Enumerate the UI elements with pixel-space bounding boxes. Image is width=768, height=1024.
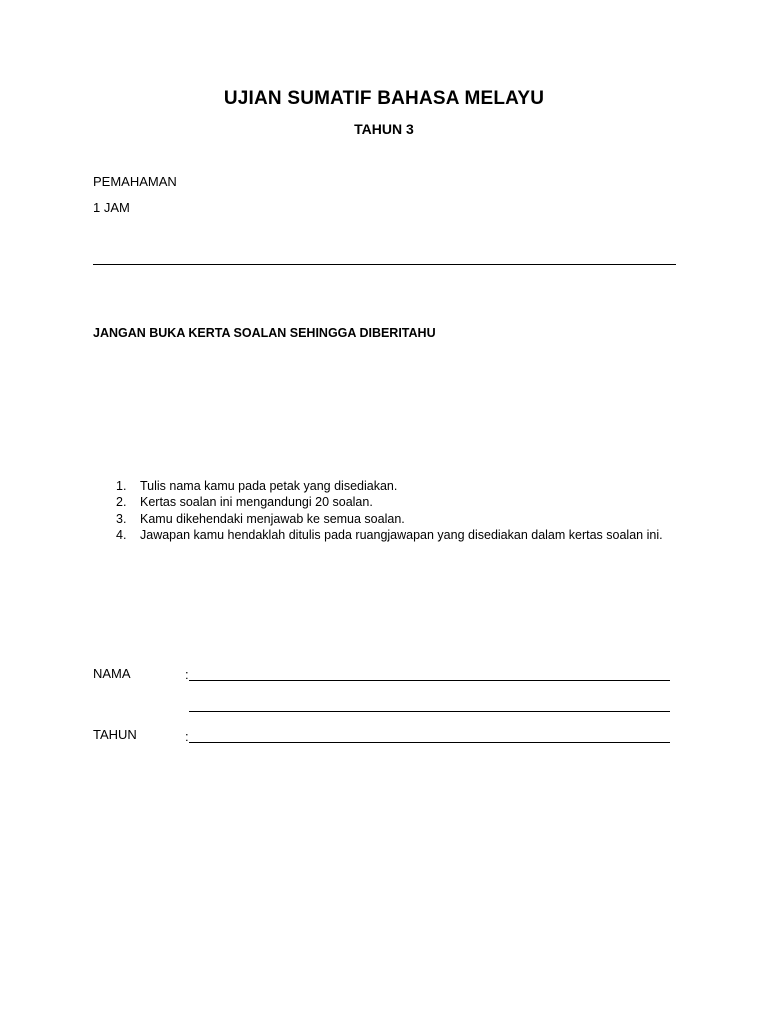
list-item-text: Jawapan kamu hendaklah ditulis pada ruangjawapan yang disediakan dalam kertas soalan ini. [140, 527, 663, 542]
page-subtitle: TAHUN 3 [354, 121, 414, 137]
paper-subject: PEMAHAMAN [93, 174, 177, 189]
list-item-text: Kamu dikehendaki menjawab ke semua soalan. [140, 511, 405, 526]
list-item-number: 3. [116, 511, 127, 526]
name-answer-line[interactable] [189, 680, 670, 681]
name-answer-line-2[interactable] [189, 711, 670, 712]
list-item-number: 2. [116, 495, 127, 510]
list-item [112, 511, 672, 527]
year-colon: : [185, 729, 189, 744]
list-item [112, 494, 672, 510]
warning-notice: JANGAN BUKA KERTA SOALAN SEHINGGA DIBERITAHU [93, 326, 436, 340]
list-item-number: 4. [116, 527, 127, 542]
paper-duration: 1 JAM [93, 200, 130, 215]
instructions-list [112, 478, 672, 543]
name-colon: : [185, 667, 189, 682]
page-title: UJIAN SUMATIF BAHASA MELAYU [223, 88, 545, 109]
name-label: NAMA [93, 666, 131, 681]
list-item [112, 527, 672, 543]
year-label: TAHUN [93, 727, 137, 742]
list-item-text: Kertas soalan ini mengandungi 20 soalan. [140, 495, 373, 510]
list-item [112, 478, 672, 494]
year-answer-line[interactable] [189, 742, 670, 743]
list-item-number: 1. [116, 479, 127, 493]
horizontal-divider [93, 264, 676, 265]
list-item-text: Tulis nama kamu pada petak yang disediakan. [140, 479, 398, 493]
